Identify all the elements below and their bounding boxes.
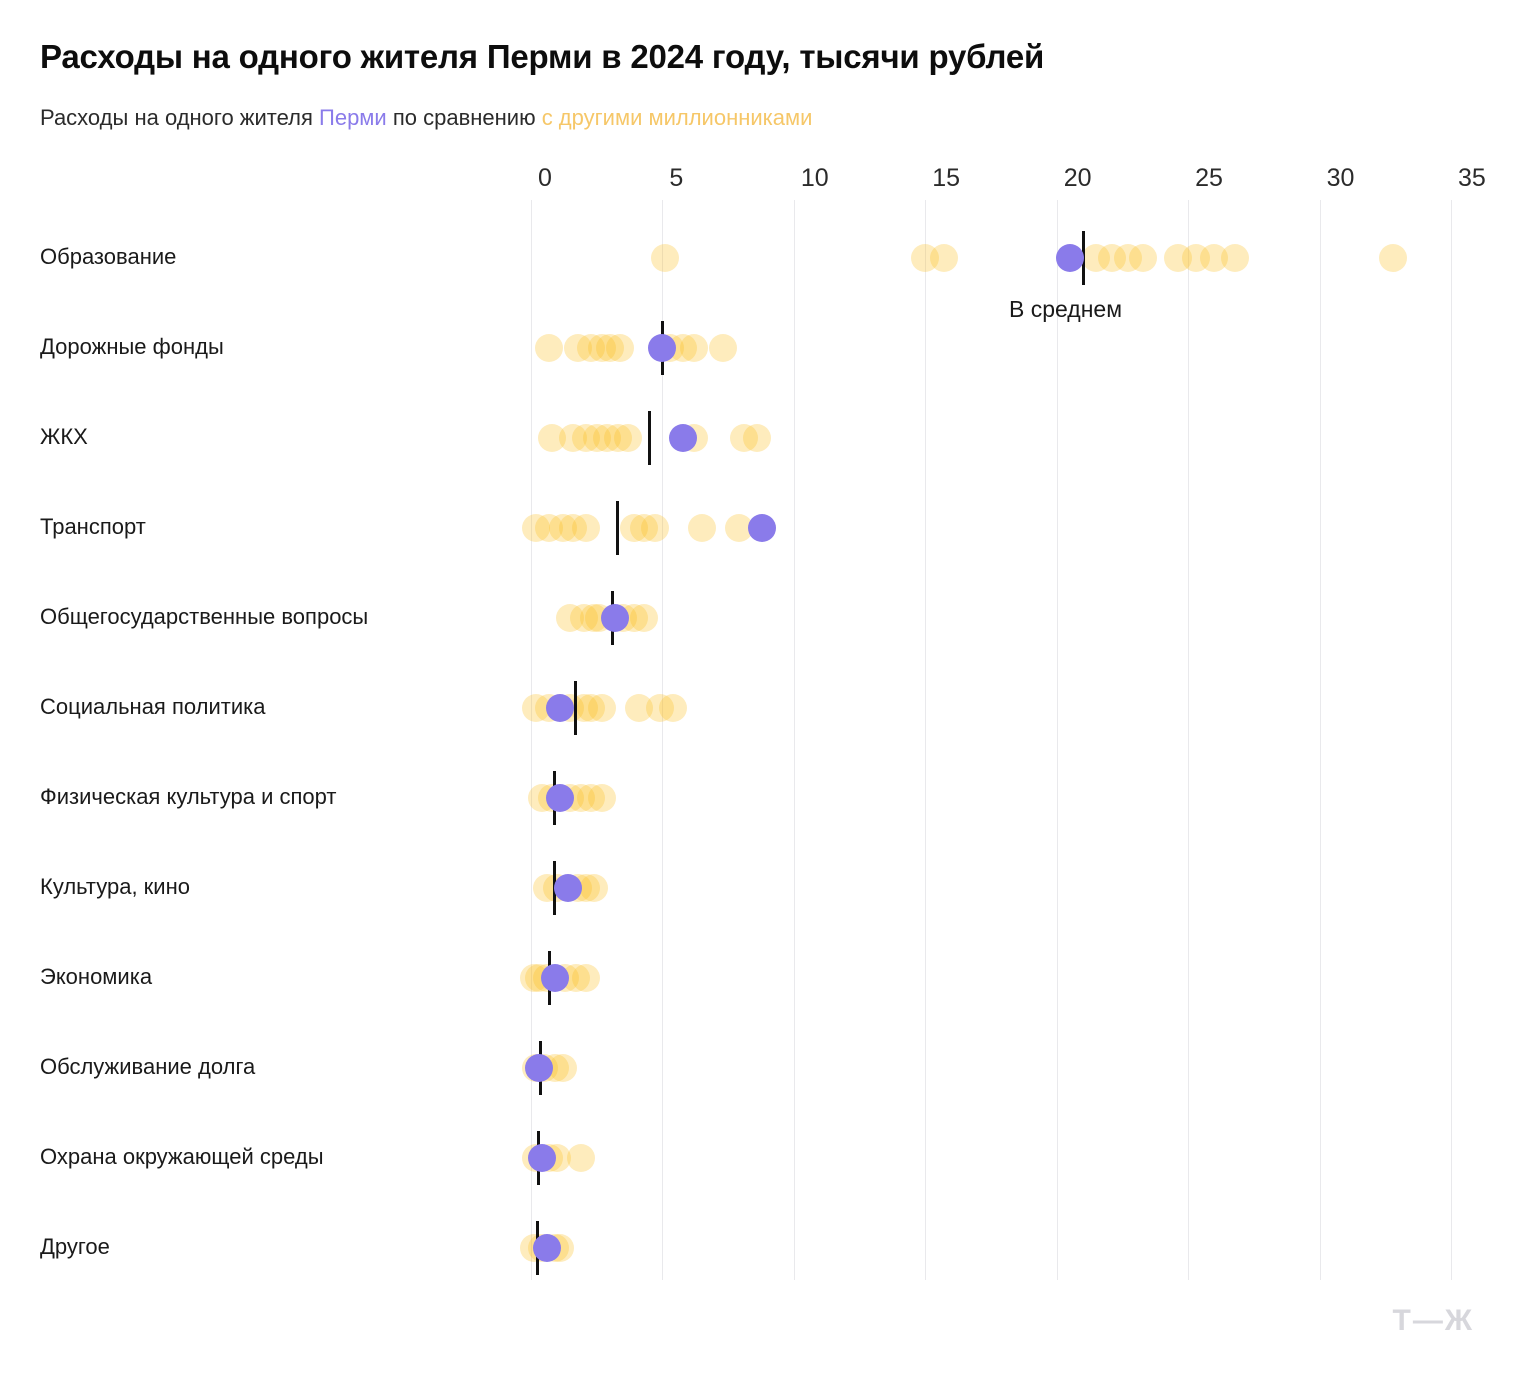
chart-subtitle (40, 105, 812, 131)
category-label: Охрана окружающей среды (40, 1144, 324, 1169)
category-label: Экономика (40, 964, 153, 989)
data-point-other-city (606, 334, 634, 362)
data-point-other-city (572, 514, 600, 542)
x-axis-tick-label: 15 (932, 164, 961, 192)
category-label: Обслуживание долга (40, 1054, 256, 1079)
data-point-perm (1056, 244, 1084, 272)
category-label: Другое (40, 1234, 110, 1259)
data-point-other-city (1379, 244, 1407, 272)
data-point-other-city (588, 694, 616, 722)
gridline (1320, 200, 1321, 1280)
page-title: Расходы на одного жителя Перми в 2024 году, тысячи рублей (40, 38, 1045, 75)
category-label: Дорожные фонды (40, 334, 224, 359)
data-point-other-city (588, 784, 616, 812)
data-point-other-city (535, 334, 563, 362)
average-annotation: В среднем (1009, 296, 1123, 322)
gridline (1057, 200, 1058, 1280)
subtitle-text-1: Расходы на одного жителя (40, 105, 320, 130)
category-label: Общегосударственные вопросы (40, 604, 369, 629)
x-axis-tick-label: 35 (1458, 164, 1486, 192)
data-point-other-city (651, 244, 679, 272)
data-point-other-city (641, 514, 669, 542)
data-point-other-city (688, 514, 716, 542)
data-point-other-city (614, 424, 642, 452)
subtitle-text-2: по сравнению (386, 105, 542, 130)
data-point-other-city (659, 694, 687, 722)
data-point-other-city (709, 334, 737, 362)
data-point-perm (601, 604, 629, 632)
gridline (531, 200, 532, 1280)
data-point-perm (546, 784, 574, 812)
data-point-perm (528, 1144, 556, 1172)
median-marker (574, 681, 577, 735)
data-point-other-city (1129, 244, 1157, 272)
gridline (794, 200, 795, 1280)
category-label: ЖКХ (40, 424, 88, 449)
data-point-perm (525, 1054, 553, 1082)
data-point-other-city (567, 1144, 595, 1172)
brand-logo: Т—Ж (1392, 1304, 1474, 1337)
gridline (1188, 200, 1189, 1280)
x-axis-tick-label: 20 (1063, 164, 1092, 192)
data-point-perm (541, 964, 569, 992)
x-axis-tick-label: 25 (1195, 164, 1223, 192)
x-axis-tick-label: 5 (669, 164, 684, 192)
x-axis-tick-label: 30 (1326, 164, 1355, 192)
category-label: Физическая культура и спорт (40, 784, 337, 809)
category-label: Культура, кино (40, 874, 190, 899)
median-marker (616, 501, 619, 555)
x-axis-tick-label: 0 (538, 164, 552, 192)
category-label: Социальная политика (40, 694, 266, 719)
gridline (925, 200, 926, 1280)
category-label: Образование (40, 244, 177, 269)
median-marker (648, 411, 651, 465)
gridline (1451, 200, 1452, 1280)
x-axis-tick-label: 10 (800, 164, 829, 192)
data-point-other-city (572, 964, 600, 992)
data-point-other-city (930, 244, 958, 272)
legend-others: с другими миллионниками (541, 105, 813, 130)
data-point-perm (554, 874, 582, 902)
category-label: Транспорт (40, 514, 146, 539)
data-point-perm (546, 694, 574, 722)
data-point-other-city (680, 334, 708, 362)
data-point-other-city (580, 874, 608, 902)
legend-perm: Перми (319, 105, 387, 130)
plot-area (40, 164, 1486, 1280)
data-point-other-city (1221, 244, 1249, 272)
data-point-other-city (743, 424, 771, 452)
data-point-perm (533, 1234, 561, 1262)
data-point-other-city (630, 604, 658, 632)
data-point-perm (748, 514, 776, 542)
